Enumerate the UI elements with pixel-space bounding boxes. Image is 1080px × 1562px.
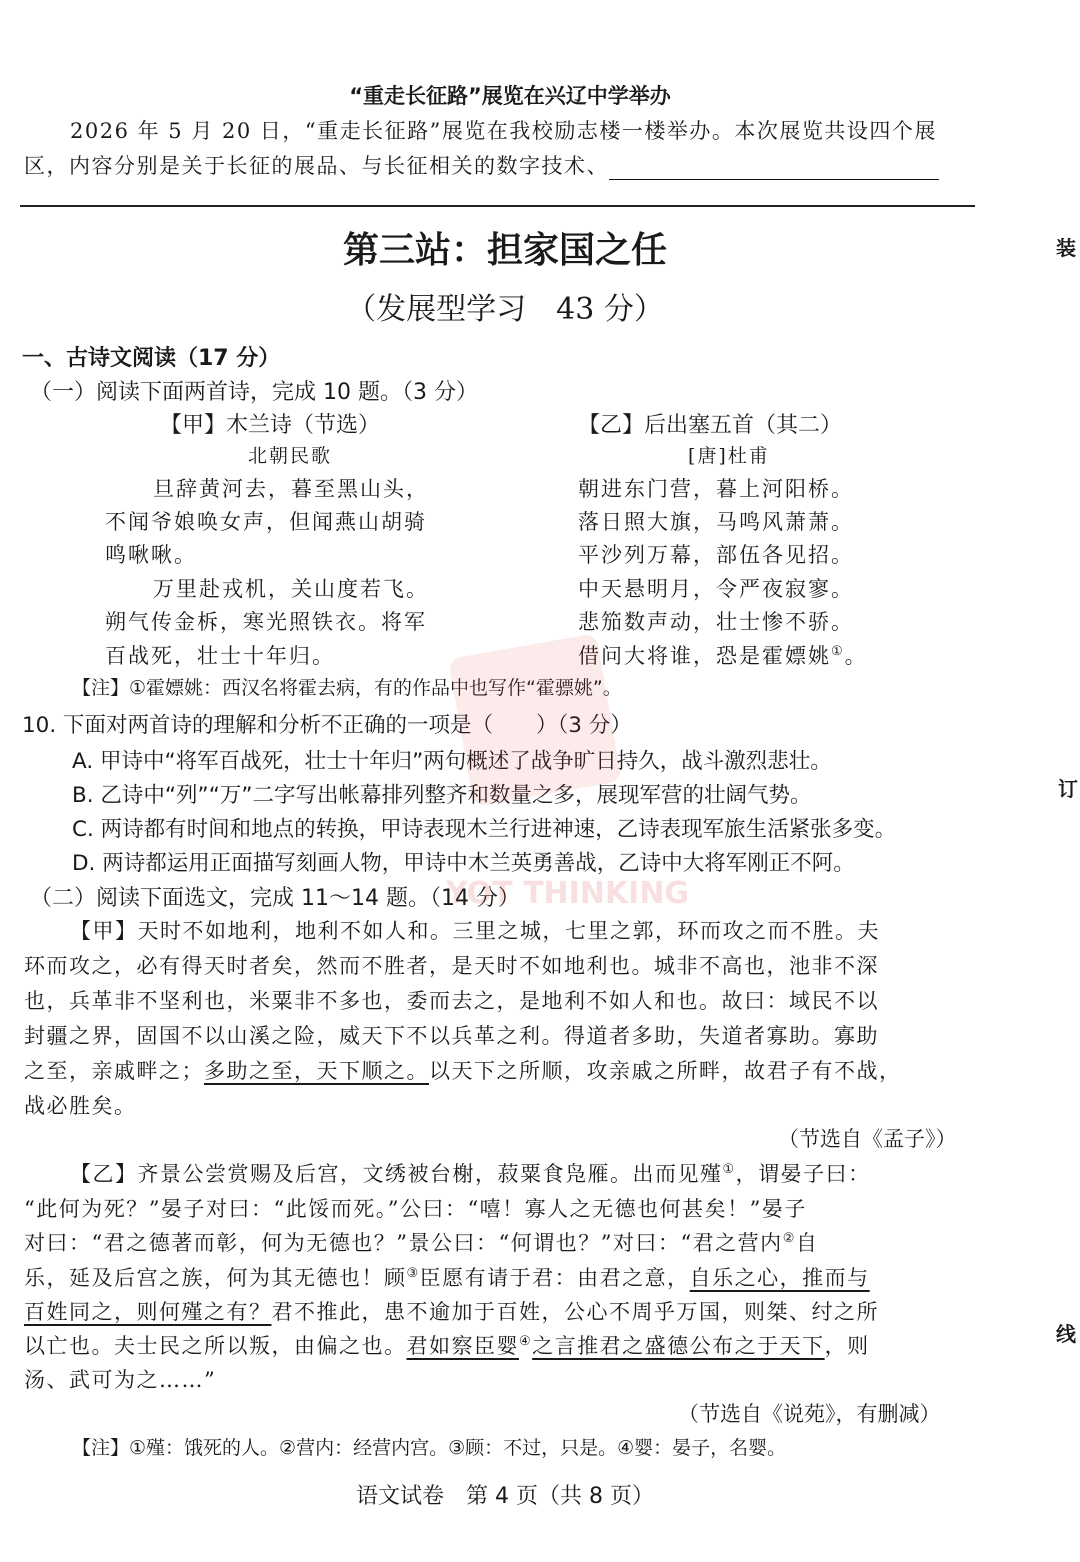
answer-blank[interactable] bbox=[609, 159, 939, 180]
underlined-sentence: 自乐之心，推而与 bbox=[689, 1266, 870, 1290]
footnote-marker: ① bbox=[722, 1162, 736, 1177]
passage-yi-text: 君不推此，患不逾加于百姓，公心不周乎万国，则桀、纣之所 bbox=[271, 1300, 879, 1324]
poem-yi-line: 悲笳数声动，壮士惨不骄。 bbox=[578, 610, 854, 634]
underlined-sentence: 之言推君之盛德公布之于天下 bbox=[532, 1334, 825, 1358]
passage-jia-line: 【甲】天时不如地利，地利不如人和。三里之城，七里之郭，环而攻之而不胜。夫 bbox=[70, 919, 880, 943]
question-10-option-c[interactable]: C. 两诗都有时间和地点的转换，甲诗表现木兰行进神速，乙诗表现军旅生活紧张多变。 bbox=[72, 817, 897, 842]
passage-jia-line: 封疆之界，固国不以山溪之险，威天下不以兵革之利。得道者多助，失道者寡助。寡助 bbox=[24, 1024, 879, 1048]
poem-yi-line-text: 借问大将谁，恐是霍嫖姚 bbox=[578, 644, 831, 668]
passage-yi-text: 【乙】齐景公尝赏赐及后宫，文绣被台榭，菽粟食凫雁。出而见殣 bbox=[70, 1162, 723, 1186]
poem-jia-author: 北朝民歌 bbox=[248, 445, 333, 467]
underlined-sentence: 百姓同之，则何殣之有？ bbox=[24, 1300, 272, 1324]
binding-mark: 线 bbox=[1056, 1322, 1076, 1346]
poem-jia-title: 【甲】木兰诗（节选） bbox=[160, 413, 381, 438]
poem-yi-author: [唐]杜甫 bbox=[688, 445, 770, 467]
question-10-stem: 10. 下面对两首诗的理解和分析不正确的一项是（ ）（3 分） bbox=[22, 713, 632, 738]
passage-jia-line: 战必胜矣。 bbox=[24, 1094, 137, 1118]
passage-yi-line bbox=[70, 1158, 871, 1188]
footnote-marker: ④ bbox=[519, 1334, 533, 1349]
poem-jia-line: 不闻爷娘唤女声，但闻燕山胡骑 bbox=[105, 510, 427, 534]
passage-yi-text: 臣愿有请于君：由君之意， bbox=[419, 1266, 690, 1290]
article-title: “重走长征路”展览在兴辽中学举办 bbox=[349, 84, 671, 108]
poem-jia-line: 鸣啾啾。 bbox=[105, 543, 197, 567]
passage-notes: 【注】①殣：饿死的人。②营内：经营内宫。③顾：不过，只是。④婴：晏子，名婴。 bbox=[72, 1437, 787, 1459]
station-subtitle: （发展型学习 43 分） bbox=[346, 292, 664, 327]
passage-jia-line bbox=[24, 1055, 902, 1085]
passage-yi-text: 以亡也。夫士民之所以叛，由偏之也。 bbox=[24, 1334, 407, 1358]
footnote-marker: ② bbox=[782, 1231, 796, 1246]
poem-jia-line: 万里赴戎机，关山度若飞。 bbox=[153, 577, 429, 601]
passage-yi-line bbox=[24, 1330, 870, 1360]
poem-jia-line: 朔气传金柝，寒光照铁衣。将军 bbox=[105, 610, 427, 634]
passage-yi-text: ，则 bbox=[824, 1334, 870, 1358]
article-line-2 bbox=[24, 150, 939, 180]
passage-yi-source: （节选自《说苑》，有删减） bbox=[678, 1402, 941, 1426]
footnote-marker: ① bbox=[831, 644, 845, 659]
part-two-instruction: （二）阅读下面选文，完成 11～14 题。（14 分） bbox=[30, 886, 520, 911]
poem-note: 【注】①霍嫖姚：西汉名将霍去病，有的作品中也写作“霍骠姚”。 bbox=[72, 677, 622, 699]
question-10-option-b[interactable]: B. 乙诗中“列”“万”二字写出帐幕排列整齐和数量之多，展现军营的壮阔气势。 bbox=[72, 783, 812, 808]
binding-mark: 装 bbox=[1056, 236, 1076, 260]
passage-yi-line bbox=[24, 1296, 879, 1326]
section-heading: 一、古诗文阅读（17 分） bbox=[22, 346, 281, 371]
poem-yi-line: 落日照大旗，马鸣风萧萧。 bbox=[578, 510, 854, 534]
passage-yi-text: 对曰：“君之德著而彰，何为无德也？”景公曰：“何谓也？”对曰：“君之营内 bbox=[24, 1231, 783, 1255]
page-footer: 语文试卷 第 4 页（共 8 页） bbox=[356, 1484, 654, 1509]
passage-jia-line: 也，兵革非不坚利也，米粟非不多也，委而去之，是地利不如人和也。故曰：域民不以 bbox=[24, 989, 879, 1013]
divider bbox=[20, 205, 975, 207]
part-one-instruction: （一）阅读下面两首诗，完成 10 题。（3 分） bbox=[30, 380, 478, 405]
passage-yi-line: “此何为死？”晏子对曰：“此馁而死。”公曰：“嘻！寡人之无德也何甚矣！”晏子 bbox=[24, 1197, 807, 1221]
binding-mark: 订 bbox=[1058, 777, 1078, 801]
passage-jia-source: （节选自《孟子》） bbox=[778, 1127, 957, 1151]
passage-jia-text: 以天下之所顺，攻亲戚之所畔，故君子有不战， bbox=[429, 1059, 902, 1083]
passage-yi-line: 汤、武可为之……” bbox=[24, 1368, 217, 1392]
underlined-sentence: 君如察臣婴 bbox=[406, 1334, 519, 1358]
underlined-sentence: 多助之至，天下顺之。 bbox=[204, 1059, 429, 1083]
poem-yi-line: 平沙列万幕，部伍各见招。 bbox=[578, 543, 854, 567]
passage-yi-line bbox=[24, 1262, 870, 1292]
article-line-2-text: 区，内容分别是关于长征的展品、与长征相关的数字技术、 bbox=[24, 154, 609, 178]
poem-yi-line: 中天悬明月，令严夜寂寥。 bbox=[578, 577, 854, 601]
question-10-option-a[interactable]: A. 甲诗中“将军百战死，壮士十年归”两句概述了战争旷日持久，战斗激烈悲壮。 bbox=[72, 749, 832, 774]
poem-yi-line: 朝进东门营，暮上河阳桥。 bbox=[578, 477, 854, 501]
poem-yi-end-punct: 。 bbox=[844, 644, 868, 668]
footnote-marker: ③ bbox=[406, 1266, 420, 1281]
passage-jia-line: 环而攻之，必有得天时者矣，然而不胜者，是天时不如地利也。城非不高也，池非不深 bbox=[24, 954, 879, 978]
passage-yi-text: 自 bbox=[795, 1231, 819, 1255]
passage-yi-text: 乐，延及后宫之族，何为其无德也！顾 bbox=[24, 1266, 407, 1290]
poem-yi-title: 【乙】后出塞五首（其二） bbox=[578, 413, 843, 438]
station-title: 第三站：担家国之任 bbox=[342, 230, 667, 271]
question-10-option-d[interactable]: D. 两诗都运用正面描写刻画人物，甲诗中木兰英勇善战，乙诗中大将军刚正不阿。 bbox=[72, 851, 855, 876]
passage-yi-line bbox=[24, 1227, 818, 1257]
article-line-1: 2026 年 5 月 20 日，“重走长征路”展览在我校励志楼一楼举办。本次展览共设四个展 bbox=[70, 119, 937, 143]
passage-jia-text: 之至，亲戚畔之； bbox=[24, 1059, 204, 1083]
watermark-logo bbox=[448, 633, 622, 807]
poem-jia-line: 旦辞黄河去，暮至黑山头， bbox=[153, 477, 429, 501]
poem-yi-line bbox=[578, 640, 868, 670]
passage-yi-text: ，谓晏子曰： bbox=[735, 1162, 871, 1186]
watermark-text: YOT THINKING bbox=[446, 876, 690, 911]
poem-jia-line: 百战死，壮士十年归。 bbox=[105, 644, 335, 668]
